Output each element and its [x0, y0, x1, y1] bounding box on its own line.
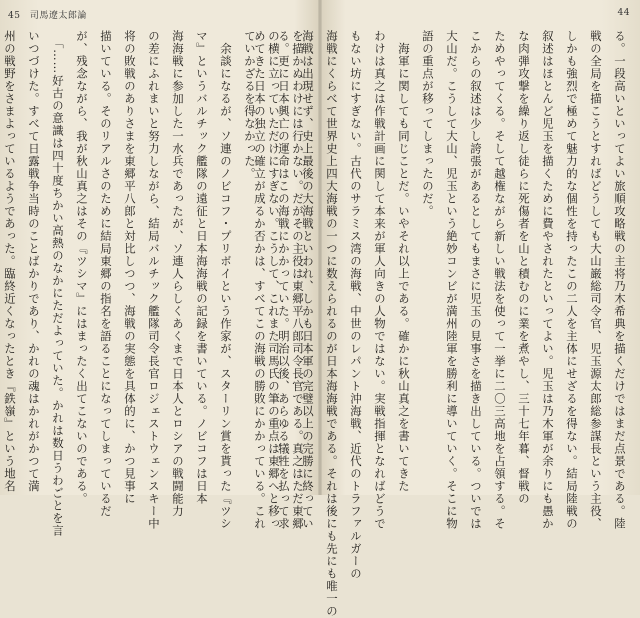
text-column: の差にふれまいと努力しながら、結局バルチック艦隊司令長官ロジェストウェンスキー中	[147, 30, 161, 530]
text-column: 叙述はほとんど児玉を描くために費やされたといってよい。児玉は乃木軍が余りにも愚か	[541, 30, 555, 530]
text-column: 海軍に関しても同じことだ。いやそれ以上である。確かに秋山真之を書いてきた	[397, 30, 411, 493]
text-column: 余談になるが、ソ連のノビコフ・プリボイという作家が、スターリン賞を貰った『ツシ	[219, 30, 233, 530]
text-column: しかも強烈で極めて魅力的な個性を持ったこの二人を主体にせざるを得ない。結局陸戦の	[565, 30, 579, 530]
text-column: 海戦は出現せず、史上最後の大海戦といわれ、しかも日本軍の完璧以上の完勝に終ってい	[301, 30, 315, 530]
text-column: る。一段高いといってよい旅順攻略戦の主将乃木希典を描くだけではまだ点景である。陸	[613, 30, 627, 530]
text-column: いつづけた。すべて日露戦争当時のことばかりであり、かれの魂はかれがかつて満	[27, 30, 41, 493]
text-column: もない坊にすぎない。古代のサラミス湾の海戦、中世のレパント沖海戦、近代のトラファルガーの	[349, 30, 363, 580]
text-column: る。更に日本興亡の運命はこの海戦にかかっていた。明治以後、あらゆる犠牲を払って求	[277, 30, 291, 530]
running-head: 司馬遼太郎論	[29, 11, 87, 21]
text-column: ためやってくる。そして越権ながら新しい戦法を使って一挙に二〇三高地を占領する。そ	[493, 30, 507, 530]
right-page-folio: 44	[617, 8, 630, 18]
text-column: を描かぬわけには行かない。だがその主役は東郷平八郎司令長官である。真之はただ東郷	[291, 30, 305, 530]
text-column: 海海戦に参加した一水兵であったが、ソ連人らしくあくまで日本人とロシアの戦闘能力	[171, 30, 185, 518]
text-column: 将の敗戦のありさまを東郷平八郎と対比しつつ、海戦の実態を具体的に、かつ見事に	[123, 30, 137, 505]
text-column: 海戦にくらべて世界史上四大海戦の一つに数えられるのが日本海海戦である。それは後にも先にも唯一の	[325, 30, 339, 618]
text-column: の横に立っていただけにすぎない。こうして、これまた司馬氏の筆の重点は東郷へと移っ	[267, 30, 281, 530]
text-column: 「……好古の意識は四十度ちかい高熱のなかにただよっていた。かれは数日うわごとを言	[51, 30, 65, 537]
text-column: わけは真之は作戦計画に関して本来が軍人向きの人物ではない。実戦指揮となればどうで	[373, 30, 387, 530]
text-column: めてきた日本の独立の確立が成るか否かは、すべてこの海戦の勝敗にかかっている。これ	[253, 30, 267, 530]
text-column: 描いている。そのリアルさのために結局東郷の指名を語ることになってしまっているだ	[99, 30, 113, 518]
left-page-header	[8, 8, 93, 21]
text-column: 戦の全局を描こうとすればどうしても大山巌総司令官、児玉源太郎総参謀長という主役、	[589, 30, 603, 530]
text-column: 州の戦野をさまよっているようであった。臨終近くなったとき『鉄嶺』という地名	[3, 30, 17, 493]
text-column: な肉弾攻撃を繰り返し徒らに死傷者を山と積むのに業を煮やし、三十七年暮、督戦の	[517, 30, 531, 505]
text-column: マ』というバルチック艦隊の遠征と日本海海戦の記録を書いている。ノビコフは日本	[195, 30, 209, 505]
text-column: ていかざるを得なかった。	[243, 30, 257, 180]
left-page-folio: 45	[8, 11, 21, 21]
text-column: 語の重点が移ってしまったのだ。	[421, 30, 435, 218]
text-column: こからの叙述は少し誇張があるとしてもまさに児玉の見事さを描き出している。ついでは	[469, 30, 483, 530]
text-column: が、残念ながら、我が秋山真之はその『ツシマ』にはまったく出てこないのである。	[75, 30, 89, 505]
text-column: 大山だ。こうして大山、児玉という絶妙コンビが満州陸軍を勝利に導いていく。そこに物	[445, 30, 459, 530]
